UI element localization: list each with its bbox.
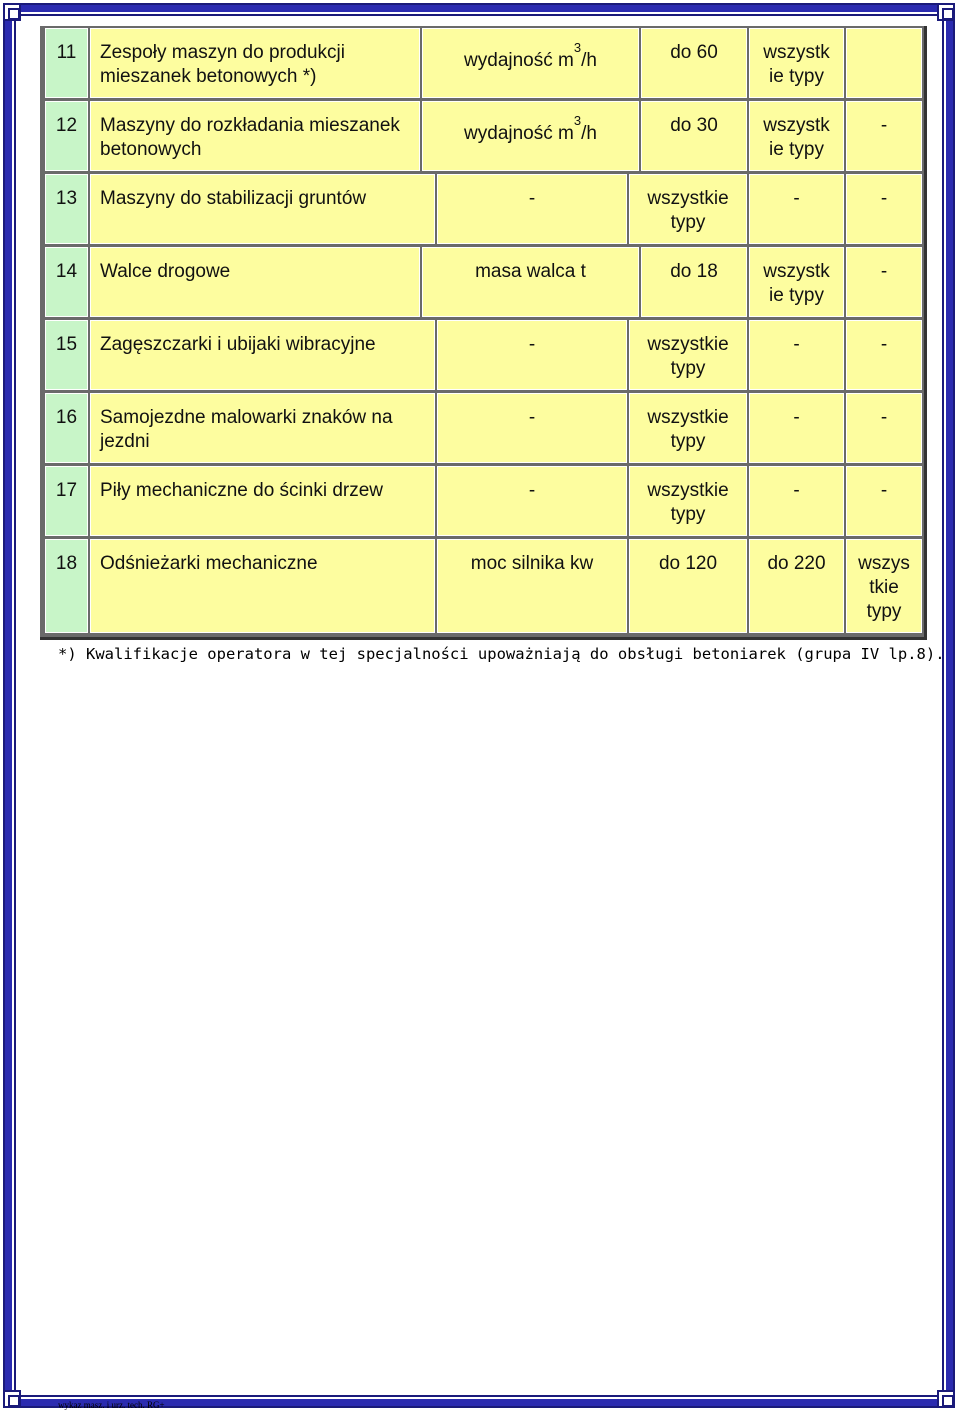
row-number: 14 [45,247,88,317]
range: wszystkie typy [629,174,747,244]
machine-name: Odśnieżarki mechaniczne [90,539,435,633]
extra [846,28,922,98]
types: wszystk ie typy [749,28,844,98]
machine-name: Samojezdne malowarki znaków na jezdni [90,393,435,463]
machine-name: Zagęszczarki i ubijaki wibracyjne [90,320,435,390]
row-number: 16 [45,393,88,463]
parameter: moc silnika kw [437,539,627,633]
parameter-label: wydajność m [464,123,574,144]
extra: - [846,393,922,463]
parameter [422,101,639,171]
parameter-superscript: 3 [573,40,582,55]
machine-name: Piły mechaniczne do ścinki drzew [90,466,435,536]
extra: - [846,320,922,390]
range: do 18 [641,247,747,317]
parameter-unit: /h [581,123,597,144]
parameter [422,28,639,98]
range: wszystkie typy [629,466,747,536]
types: - [749,466,844,536]
types: - [749,174,844,244]
frame-corner-top-right [937,3,955,21]
range: wszystkie typy [629,320,747,390]
parameter: masa walca t [422,247,639,317]
frame-corner-bottom-right [937,1390,955,1408]
parameter-label: wydajność m [464,50,574,71]
parameter: - [437,320,627,390]
types: wszystk ie typy [749,247,844,317]
parameter-unit: /h [581,50,597,71]
range: do 60 [641,28,747,98]
extra: wszys tkie typy [846,539,922,633]
row-number: 13 [45,174,88,244]
types: - [749,393,844,463]
extra: - [846,101,922,171]
types: wszystk ie typy [749,101,844,171]
page-frame-bar-left [5,5,12,1406]
machines-table [40,26,927,640]
machine-name: Zespoły maszyn do produkcji mieszanek betonowych *) [90,28,420,98]
row-number: 15 [45,320,88,390]
range: do 120 [629,539,747,633]
extra: - [846,466,922,536]
machine-name: Maszyny do stabilizacji gruntów [90,174,435,244]
frame-corner-top-left [3,3,21,21]
parameter: - [437,466,627,536]
extra: - [846,174,922,244]
parameter-superscript: 3 [573,113,582,128]
types: do 220 [749,539,844,633]
row-number: 17 [45,466,88,536]
machine-name: Maszyny do rozkładania mieszanek betonowych [90,101,420,171]
parameter: - [437,174,627,244]
row-number: 18 [45,539,88,633]
range: wszystkie typy [629,393,747,463]
machine-name: Walce drogowe [90,247,420,317]
range: do 30 [641,101,747,171]
frame-corner-bottom-left [3,1390,21,1408]
types: - [749,320,844,390]
footnote: *) Kwalifikacje operatora w tej specjalności upoważniają do obsługi betoniarek (grupa IV lp.8). [58,645,945,663]
extra: - [846,247,922,317]
page-frame-bar-top [5,5,953,12]
row-number: 12 [45,101,88,171]
page-footer: wykaz masz. i urz. tech. RG+ [58,1400,165,1410]
parameter: - [437,393,627,463]
page-frame-bar-right [946,5,953,1406]
row-number: 11 [45,28,88,98]
